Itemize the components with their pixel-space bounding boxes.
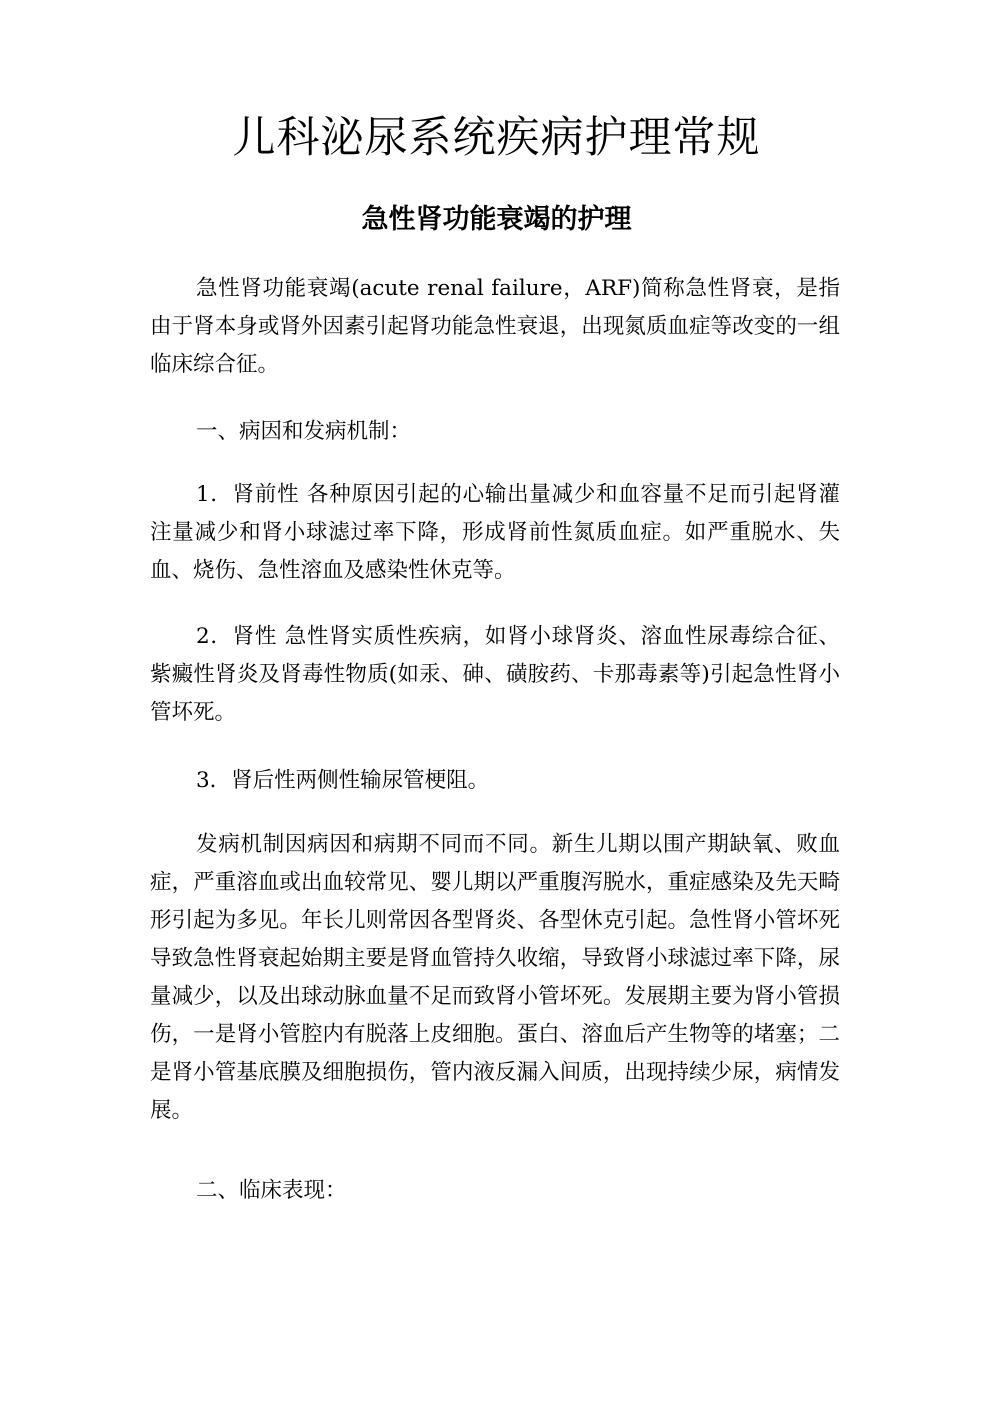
section-heading-clinical: 二、临床表现： <box>196 1178 347 1203</box>
cause-renal-paragraph: 2．肾性 急性肾实质性疾病，如肾小球肾炎、溶血性尿毒综合征、紫癜性肾炎及肾毒性物质(如汞、砷、磺胺药、卡那毒素等)引起急性肾小管坏死。 <box>150 624 840 725</box>
document-title: 儿科泌尿系统疾病护理常规 <box>232 113 761 163</box>
section-subtitle: 急性肾功能衰竭的护理 <box>361 204 632 235</box>
section-heading-causes: 一、病因和发病机制： <box>196 419 412 444</box>
cause-prerenal-paragraph: 1．肾前性 各种原因引起的心输出量减少和血容量不足而引起肾灌注量减少和肾小球滤过率下降，形成肾前性氮质血症。如严重脱水、失血、烧伤、急性溶血及感染性休克等。 <box>150 482 840 583</box>
intro-paragraph: 急性肾功能衰竭(acute renal failure，ARF)简称急性肾衰，是指由于肾本身或肾外因素引起肾功能急性衰退，出现氮质血症等改变的一组临床综合征。 <box>150 276 840 377</box>
mechanism-paragraph: 发病机制因病因和病期不同而不同。新生儿期以围产期缺氧、败血症，严重溶血或出血较常见、婴儿期以严重腹泻脱水，重症感染及先天畸形引起为多见。年长儿则常因各型肾炎、各型休克引起。急性肾小管坏死导致急性肾衰起始期主要是肾血管持久收缩，导致肾小球滤过率下降，尿量减少，以及出球动脉血量不足而致肾小管坏死。发展期主要为肾小管损伤，一是肾小管腔内有脱落上皮细胞。蛋白、溶血后产生物等的堵塞；二是肾小管基底膜及细胞损伤，管内液反漏入间质，出现持续少尿，病情发展。 <box>150 832 840 1123</box>
cause-postrenal-paragraph: 3．肾后性两侧性输尿管梗阻。 <box>196 768 490 793</box>
